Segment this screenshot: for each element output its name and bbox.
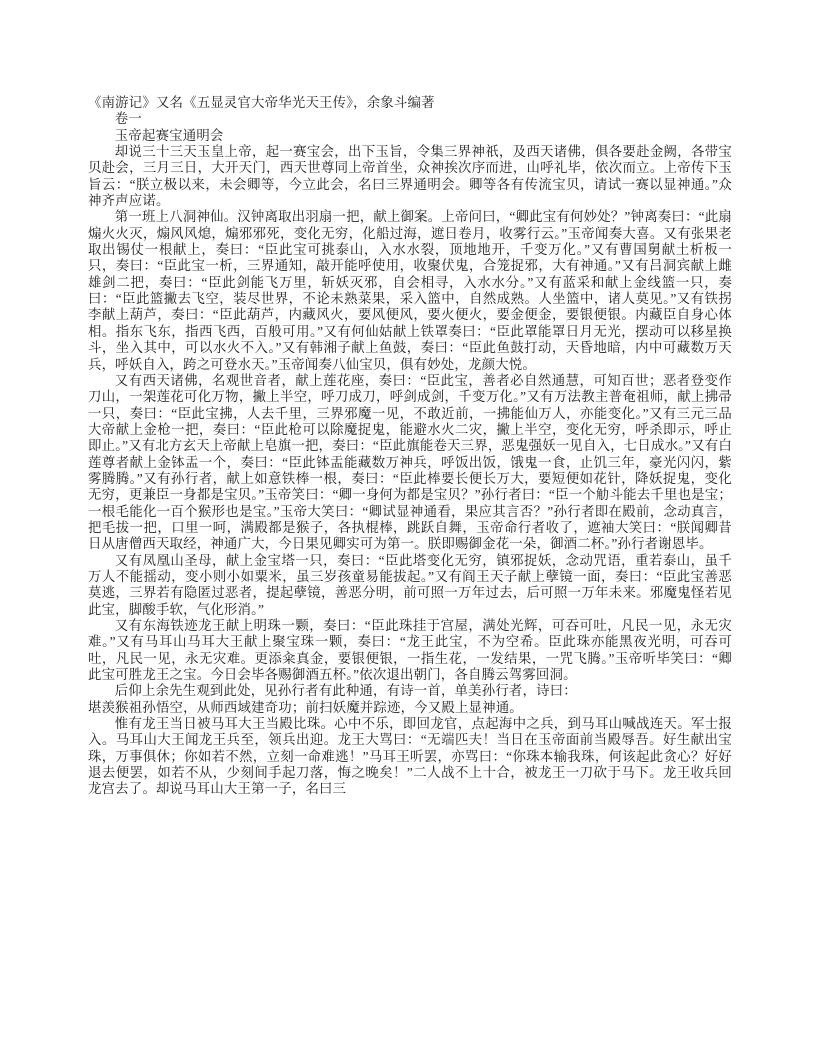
paragraph: 又有凤凰山圣母，献上金宝塔一只，奏曰：“臣此塔变化无穷，镇邪捉妖，念动咒语，重若泰山，虽千万人不能摇动，变小则小如粟米，虽三岁孩童易能拔起。”又有阎王天子献上孽镜一面，奏曰：“臣此宝善恶莫逃，三界若有隐匿过恶者，提起孽镜，善恶分明，前可照一万年过去，后可照一万年未来。邪魔鬼怪若见此宝，脚酸手软，气化形消。” <box>88 552 732 617</box>
paragraph: 第一班上八洞神仙。汉钟离取出羽扇一把，献上御案。上帝问曰，“卿此宝有何妙处？”钟离奏曰：“此扇煽火火灭，煽风风熄，煽邪邪死，变化无穷，化船过海，遮日卷月，收雾行云。”玉帝闻奏大喜。又有张果老取出锡仗一根献上，奏曰：“臣此宝可挑泰山，入水水裂，顶地地开，千变万化。”又有曹国舅献土析板一只，奏曰：“臣此宝一析，三界通知，敲开能呼使用，收聚伏鬼，合笼捉邪，大有神通。”又有吕洞宾献上雌雄剑二把，奏曰：“臣此剑能飞万里，斩妖灭邪，自会相寻，入水水分。”又有蓝采和献上金线篮一只，奏曰：“臣此篮撇去飞空，装尽世界，不论未熟菜果，采入篮中，自然成熟。人坐篮中，诸人莫见。”又有铁拐李献上葫芦，奏曰：“臣此葫芦，内藏风火，要风便风，要火便火，要金便金，要银便银。内藏臣自身心体相。指东飞东，指西飞西，百般可用。”又有何仙姑献上铁罩奏曰：“臣此罩能罩日月无光，摆动可以移星换斗，坐入其中，可以水火不入。”又有韩湘子献上鱼鼓，奏曰：“臣此鱼鼓打动，天昏地暗，内中可藏数万天兵，呼妖自入，跨之可登水天。”玉帝闻奏八仙宝贝，俱有妙处，龙颜大悦。 <box>88 209 732 372</box>
title-line: 《南游记》又名《五显灵官大帝华光天王传》，余象斗编著 <box>88 95 435 110</box>
paragraph: 又有西天诸佛，名观世音者，献上莲花座，奏曰：“臣此宝，善者必自然通慧，可知百世；恶者登变作刀山，一架莲花可化万物，撇上半空，呼刀成刀，呼剑成剑，千变万化。”又有万法教主普奄祖师，献上拂帚一只，奏曰：“臣此宝拂，人去千里，三界邪魔一见，不敢近前，一拂能仙万人，亦能变化。”又有三元三品大帝献上金枪一把，奏曰：“臣此枪可以除魔捉鬼，能避水火二灾，撇上半空，变化无穷，呼杀即示，呼止即止。”又有北方玄天上帝献上皂旗一把，奏曰：“臣此旗能卷天三界，恶鬼强妖一见自入，七日成水。”又有白莲尊者献上金钵盂一个，奏曰：“臣此钵盂能藏数万神兵，呼饭出饭，饿鬼一食，止饥三年，豪光闪闪，紫雾腾腾。”又有孙行者，献上如意铁棒一根，奏曰：“臣此棒要长便长万大，要短便如花针，降妖捉鬼，变化无穷，更兼臣一身都是宝贝。”玉帝笑曰：“卿一身何为都是宝贝？”孙行者曰：“臣一个觔斗能去千里也是宝；一根毛能化一百个猴形也是宝。”玉帝大笑曰：“卿试显神通看，果应其言否？”孙行者即在殿前，念动真言，把毛拔一把，口里一呵，满殿都是猴子，各执棍棒，跳跃自舞，玉帝命行者收了，遮袖大笑曰：“朕闻卿昔日从唐僧西天取经，神通广大，今日果见卿实可为第一。朕即赐御金花一朵，御酒二杯。”孙行者谢恩毕。 <box>88 372 732 552</box>
poem-line: 堪羡猴祖孙悟空，从师西域建奇功；前扫妖魔并踪迹，今又殿上显神通。 <box>88 699 523 715</box>
chapter-title: 玉帝起赛宝通明会 <box>114 127 224 143</box>
document-body <box>88 95 732 798</box>
paragraph: 又有东海铁迹龙王献上明珠一颗，奏曰：“臣此珠挂于宫屋，满处光辉，可吞可吐，凡民一见，永无灾难。”又有马耳山马耳大王献上聚宝珠一颗，奏曰：“龙王此宝，不为空希。臣此珠亦能黑夜光明，可吞可吐，凡民一见，永无灾难。更添籴真金，要银便银，一指生花，一发结果，一咒飞腾。”玉帝听毕笑曰：“卿此宝可胜龙王之宝。今日会毕各赐御酒五杯。”依次退出朝门，各自腾云驾雾回洞。 <box>88 618 732 683</box>
volume-line: 卷一 <box>114 111 142 127</box>
paragraph: 惟有龙王当日被马耳大王当殿比珠。心中不乐，即回龙官，点起海中之兵，到马耳山喊战连天。军士报入。马耳山大王闻龙王兵至，领兵出迎。龙王大骂曰：“无端匹夫！当日在玉帝面前当殿辱吾。好生献出宝珠，万事俱休；你如若不然，立刻一命难逃！”马耳王听罢，亦骂曰：“你珠本输我珠，何该起此贪心？好好退去便罢，如若不从，少刻间手起刀落，悔之晚矣！”二人战不上十合，被龙王一刀砍于马下。龙王收兵回龙宫去了。却说马耳山大王第一子，名曰三 <box>88 716 732 797</box>
paragraph: 后仰上余先生观到此处，见孙行者有此种通，有诗一首，单美孙行者，诗曰： <box>114 683 577 699</box>
paragraph: 却说三十三天玉皇上帝，起一赛宝会，出下玉旨，令集三界神祇，及西天诸佛，俱各要赴金阙，各带宝贝赴会，三月三日，大开天门，西天世尊同上帝首坐，众神挨次序而进，山呼礼毕，依次而立。上帝传下玉旨云：“朕立极以来，未会卿等，今立此会，名曰三界通明会。卿等各有传流宝贝，请试一赛以显神通。”众神齐声应诺。 <box>88 144 732 209</box>
